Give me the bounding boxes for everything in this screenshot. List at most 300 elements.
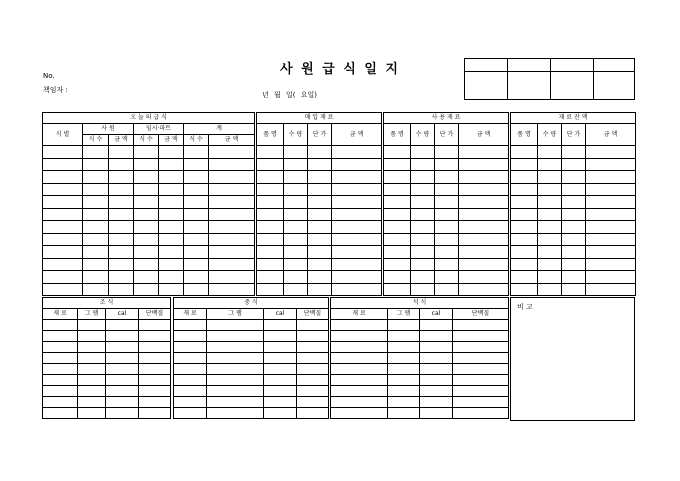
blank-cell[interactable]: [562, 246, 586, 259]
blank-cell[interactable]: [174, 375, 207, 386]
blank-cell[interactable]: [308, 258, 332, 271]
blank-cell[interactable]: [43, 408, 78, 419]
blank-cell[interactable]: [109, 221, 134, 234]
blank-cell[interactable]: [562, 158, 586, 171]
blank-cell[interactable]: [331, 386, 388, 397]
blank-cell[interactable]: [83, 221, 109, 234]
blank-cell[interactable]: [139, 364, 171, 375]
blank-cell[interactable]: [209, 246, 255, 259]
blank-cell[interactable]: [257, 183, 284, 196]
blank-cell[interactable]: [384, 258, 411, 271]
blank-cell[interactable]: [109, 183, 134, 196]
blank-cell[interactable]: [43, 320, 78, 331]
blank-cell[interactable]: [109, 246, 134, 259]
blank-cell[interactable]: [308, 171, 332, 184]
blank-cell[interactable]: [297, 331, 329, 342]
blank-cell[interactable]: [562, 208, 586, 221]
blank-cell[interactable]: [297, 364, 329, 375]
blank-cell[interactable]: [586, 233, 636, 246]
blank-cell[interactable]: [459, 208, 509, 221]
blank-cell[interactable]: [453, 364, 509, 375]
blank-cell[interactable]: [586, 221, 636, 234]
blank-cell[interactable]: [174, 408, 207, 419]
blank-cell[interactable]: [331, 320, 388, 331]
blank-cell[interactable]: [43, 196, 83, 209]
blank-cell[interactable]: [174, 364, 207, 375]
blank-cell[interactable]: [388, 408, 420, 419]
blank-cell[interactable]: [184, 271, 209, 284]
blank-cell[interactable]: [264, 375, 297, 386]
blank-cell[interactable]: [453, 342, 509, 353]
blank-cell[interactable]: [134, 171, 159, 184]
blank-cell[interactable]: [139, 353, 171, 364]
blank-cell[interactable]: [43, 208, 83, 221]
blank-cell[interactable]: [257, 196, 284, 209]
blank-cell[interactable]: [332, 171, 382, 184]
blank-cell[interactable]: [264, 353, 297, 364]
blank-cell[interactable]: [139, 408, 171, 419]
blank-cell[interactable]: [308, 233, 332, 246]
blank-cell[interactable]: [388, 375, 420, 386]
blank-cell[interactable]: [78, 320, 106, 331]
blank-cell[interactable]: [411, 283, 435, 296]
blank-cell[interactable]: [332, 208, 382, 221]
blank-cell[interactable]: [511, 271, 538, 284]
blank-cell[interactable]: [284, 183, 308, 196]
blank-cell[interactable]: [139, 375, 171, 386]
blank-cell[interactable]: [586, 171, 636, 184]
blank-cell[interactable]: [83, 208, 109, 221]
blank-cell[interactable]: [264, 320, 297, 331]
blank-cell[interactable]: [139, 386, 171, 397]
blank-cell[interactable]: [331, 408, 388, 419]
blank-cell[interactable]: [264, 342, 297, 353]
blank-cell[interactable]: [511, 221, 538, 234]
blank-cell[interactable]: [459, 158, 509, 171]
blank-cell[interactable]: [106, 331, 139, 342]
blank-cell[interactable]: [134, 146, 159, 159]
blank-cell[interactable]: [209, 146, 255, 159]
blank-cell[interactable]: [209, 196, 255, 209]
blank-cell[interactable]: [209, 171, 255, 184]
blank-cell[interactable]: [331, 397, 388, 408]
blank-cell[interactable]: [411, 271, 435, 284]
blank-cell[interactable]: [411, 233, 435, 246]
blank-cell[interactable]: [184, 246, 209, 259]
blank-cell[interactable]: [538, 196, 562, 209]
blank-cell[interactable]: [562, 146, 586, 159]
blank-cell[interactable]: [411, 183, 435, 196]
blank-cell[interactable]: [297, 397, 329, 408]
blank-cell[interactable]: [83, 196, 109, 209]
blank-cell[interactable]: [453, 408, 509, 419]
blank-cell[interactable]: [384, 283, 411, 296]
blank-cell[interactable]: [453, 397, 509, 408]
blank-cell[interactable]: [435, 258, 459, 271]
blank-cell[interactable]: [538, 246, 562, 259]
blank-cell[interactable]: [209, 283, 255, 296]
blank-cell[interactable]: [562, 258, 586, 271]
blank-cell[interactable]: [284, 208, 308, 221]
blank-cell[interactable]: [384, 221, 411, 234]
blank-cell[interactable]: [207, 408, 264, 419]
blank-cell[interactable]: [43, 364, 78, 375]
blank-cell[interactable]: [257, 171, 284, 184]
blank-cell[interactable]: [586, 208, 636, 221]
blank-cell[interactable]: [388, 353, 420, 364]
blank-cell[interactable]: [384, 146, 411, 159]
blank-cell[interactable]: [43, 271, 83, 284]
blank-cell[interactable]: [134, 246, 159, 259]
blank-cell[interactable]: [159, 258, 184, 271]
blank-cell[interactable]: [174, 342, 207, 353]
blank-cell[interactable]: [43, 283, 83, 296]
blank-cell[interactable]: [184, 283, 209, 296]
blank-cell[interactable]: [459, 183, 509, 196]
blank-cell[interactable]: [435, 208, 459, 221]
blank-cell[interactable]: [139, 320, 171, 331]
blank-cell[interactable]: [159, 283, 184, 296]
blank-cell[interactable]: [109, 233, 134, 246]
blank-cell[interactable]: [332, 146, 382, 159]
blank-cell[interactable]: [106, 342, 139, 353]
blank-cell[interactable]: [78, 364, 106, 375]
blank-cell[interactable]: [511, 196, 538, 209]
blank-cell[interactable]: [83, 183, 109, 196]
blank-cell[interactable]: [511, 283, 538, 296]
blank-cell[interactable]: [264, 386, 297, 397]
blank-cell[interactable]: [297, 342, 329, 353]
blank-cell[interactable]: [511, 233, 538, 246]
blank-cell[interactable]: [332, 271, 382, 284]
blank-cell[interactable]: [159, 196, 184, 209]
blank-cell[interactable]: [209, 221, 255, 234]
blank-cell[interactable]: [209, 183, 255, 196]
blank-cell[interactable]: [586, 146, 636, 159]
blank-cell[interactable]: [174, 320, 207, 331]
blank-cell[interactable]: [264, 397, 297, 408]
blank-cell[interactable]: [435, 233, 459, 246]
blank-cell[interactable]: [106, 364, 139, 375]
blank-cell[interactable]: [331, 342, 388, 353]
blank-cell[interactable]: [562, 221, 586, 234]
blank-cell[interactable]: [538, 158, 562, 171]
blank-cell[interactable]: [586, 158, 636, 171]
blank-cell[interactable]: [435, 246, 459, 259]
blank-cell[interactable]: [257, 221, 284, 234]
blank-cell[interactable]: [139, 342, 171, 353]
blank-cell[interactable]: [332, 258, 382, 271]
blank-cell[interactable]: [184, 208, 209, 221]
blank-cell[interactable]: [332, 283, 382, 296]
blank-cell[interactable]: [134, 233, 159, 246]
blank-cell[interactable]: [43, 221, 83, 234]
blank-cell[interactable]: [297, 375, 329, 386]
blank-cell[interactable]: [159, 271, 184, 284]
blank-cell[interactable]: [284, 221, 308, 234]
blank-cell[interactable]: [109, 283, 134, 296]
blank-cell[interactable]: [109, 271, 134, 284]
blank-cell[interactable]: [159, 233, 184, 246]
blank-cell[interactable]: [83, 258, 109, 271]
blank-cell[interactable]: [284, 283, 308, 296]
blank-cell[interactable]: [384, 208, 411, 221]
blank-cell[interactable]: [435, 183, 459, 196]
blank-cell[interactable]: [43, 353, 78, 364]
blank-cell[interactable]: [43, 171, 83, 184]
blank-cell[interactable]: [83, 233, 109, 246]
blank-cell[interactable]: [78, 375, 106, 386]
blank-cell[interactable]: [308, 271, 332, 284]
blank-cell[interactable]: [284, 258, 308, 271]
blank-cell[interactable]: [83, 246, 109, 259]
blank-cell[interactable]: [384, 158, 411, 171]
blank-cell[interactable]: [435, 171, 459, 184]
blank-cell[interactable]: [83, 271, 109, 284]
blank-cell[interactable]: [83, 158, 109, 171]
blank-cell[interactable]: [420, 397, 453, 408]
blank-cell[interactable]: [159, 246, 184, 259]
blank-cell[interactable]: [106, 375, 139, 386]
blank-cell[interactable]: [331, 375, 388, 386]
blank-cell[interactable]: [109, 208, 134, 221]
blank-cell[interactable]: [78, 331, 106, 342]
blank-cell[interactable]: [435, 283, 459, 296]
blank-cell[interactable]: [308, 196, 332, 209]
blank-cell[interactable]: [459, 283, 509, 296]
blank-cell[interactable]: [83, 146, 109, 159]
blank-cell[interactable]: [209, 258, 255, 271]
blank-cell[interactable]: [538, 208, 562, 221]
blank-cell[interactable]: [207, 342, 264, 353]
blank-cell[interactable]: [332, 183, 382, 196]
blank-cell[interactable]: [139, 397, 171, 408]
blank-cell[interactable]: [511, 246, 538, 259]
blank-cell[interactable]: [297, 408, 329, 419]
blank-cell[interactable]: [284, 271, 308, 284]
blank-cell[interactable]: [411, 171, 435, 184]
blank-cell[interactable]: [43, 386, 78, 397]
blank-cell[interactable]: [78, 386, 106, 397]
blank-cell[interactable]: [284, 171, 308, 184]
blank-cell[interactable]: [184, 171, 209, 184]
blank-cell[interactable]: [459, 246, 509, 259]
blank-cell[interactable]: [538, 146, 562, 159]
blank-cell[interactable]: [562, 183, 586, 196]
blank-cell[interactable]: [308, 183, 332, 196]
blank-cell[interactable]: [78, 397, 106, 408]
blank-cell[interactable]: [207, 364, 264, 375]
blank-cell[interactable]: [174, 386, 207, 397]
blank-cell[interactable]: [331, 353, 388, 364]
blank-cell[interactable]: [332, 196, 382, 209]
blank-cell[interactable]: [134, 258, 159, 271]
blank-cell[interactable]: [184, 158, 209, 171]
blank-cell[interactable]: [134, 208, 159, 221]
blank-cell[interactable]: [459, 271, 509, 284]
blank-cell[interactable]: [106, 397, 139, 408]
blank-cell[interactable]: [134, 196, 159, 209]
blank-cell[interactable]: [209, 233, 255, 246]
blank-cell[interactable]: [207, 331, 264, 342]
blank-cell[interactable]: [257, 283, 284, 296]
blank-cell[interactable]: [109, 146, 134, 159]
blank-cell[interactable]: [388, 386, 420, 397]
blank-cell[interactable]: [209, 208, 255, 221]
blank-cell[interactable]: [43, 397, 78, 408]
blank-cell[interactable]: [511, 208, 538, 221]
blank-cell[interactable]: [562, 196, 586, 209]
blank-cell[interactable]: [106, 386, 139, 397]
blank-cell[interactable]: [109, 196, 134, 209]
blank-cell[interactable]: [511, 146, 538, 159]
blank-cell[interactable]: [586, 196, 636, 209]
blank-cell[interactable]: [284, 246, 308, 259]
blank-cell[interactable]: [109, 258, 134, 271]
blank-cell[interactable]: [43, 258, 83, 271]
blank-cell[interactable]: [453, 331, 509, 342]
blank-cell[interactable]: [257, 233, 284, 246]
blank-cell[interactable]: [586, 258, 636, 271]
blank-cell[interactable]: [106, 408, 139, 419]
blank-cell[interactable]: [257, 258, 284, 271]
blank-cell[interactable]: [297, 386, 329, 397]
blank-cell[interactable]: [134, 183, 159, 196]
blank-cell[interactable]: [332, 221, 382, 234]
blank-cell[interactable]: [586, 183, 636, 196]
blank-cell[interactable]: [159, 221, 184, 234]
blank-cell[interactable]: [511, 158, 538, 171]
blank-cell[interactable]: [331, 331, 388, 342]
blank-cell[interactable]: [43, 342, 78, 353]
blank-cell[interactable]: [264, 331, 297, 342]
blank-cell[interactable]: [420, 364, 453, 375]
blank-cell[interactable]: [207, 397, 264, 408]
blank-cell[interactable]: [257, 158, 284, 171]
blank-cell[interactable]: [538, 183, 562, 196]
blank-cell[interactable]: [538, 221, 562, 234]
blank-cell[interactable]: [459, 146, 509, 159]
blank-cell[interactable]: [134, 271, 159, 284]
blank-cell[interactable]: [384, 233, 411, 246]
blank-cell[interactable]: [78, 408, 106, 419]
blank-cell[interactable]: [308, 246, 332, 259]
blank-cell[interactable]: [174, 397, 207, 408]
blank-cell[interactable]: [332, 233, 382, 246]
blank-cell[interactable]: [257, 208, 284, 221]
blank-cell[interactable]: [388, 364, 420, 375]
blank-cell[interactable]: [384, 171, 411, 184]
blank-cell[interactable]: [308, 146, 332, 159]
blank-cell[interactable]: [562, 171, 586, 184]
blank-cell[interactable]: [43, 158, 83, 171]
blank-cell[interactable]: [264, 364, 297, 375]
blank-cell[interactable]: [43, 146, 83, 159]
blank-cell[interactable]: [420, 331, 453, 342]
blank-cell[interactable]: [384, 271, 411, 284]
blank-cell[interactable]: [459, 221, 509, 234]
blank-cell[interactable]: [435, 271, 459, 284]
blank-cell[interactable]: [435, 196, 459, 209]
blank-cell[interactable]: [420, 375, 453, 386]
blank-cell[interactable]: [109, 171, 134, 184]
blank-cell[interactable]: [586, 246, 636, 259]
blank-cell[interactable]: [384, 246, 411, 259]
blank-cell[interactable]: [411, 196, 435, 209]
blank-cell[interactable]: [453, 320, 509, 331]
blank-cell[interactable]: [308, 208, 332, 221]
blank-cell[interactable]: [453, 353, 509, 364]
blank-cell[interactable]: [78, 353, 106, 364]
blank-cell[interactable]: [308, 158, 332, 171]
blank-cell[interactable]: [184, 258, 209, 271]
blank-cell[interactable]: [209, 271, 255, 284]
blank-cell[interactable]: [184, 196, 209, 209]
blank-cell[interactable]: [134, 221, 159, 234]
blank-cell[interactable]: [184, 233, 209, 246]
blank-cell[interactable]: [159, 158, 184, 171]
blank-cell[interactable]: [420, 386, 453, 397]
blank-cell[interactable]: [538, 171, 562, 184]
blank-cell[interactable]: [388, 331, 420, 342]
blank-cell[interactable]: [332, 246, 382, 259]
blank-cell[interactable]: [174, 331, 207, 342]
blank-cell[interactable]: [388, 342, 420, 353]
blank-cell[interactable]: [453, 375, 509, 386]
blank-cell[interactable]: [83, 283, 109, 296]
blank-cell[interactable]: [43, 375, 78, 386]
blank-cell[interactable]: [562, 271, 586, 284]
blank-cell[interactable]: [43, 183, 83, 196]
blank-cell[interactable]: [586, 283, 636, 296]
blank-cell[interactable]: [134, 283, 159, 296]
blank-cell[interactable]: [264, 408, 297, 419]
blank-cell[interactable]: [284, 158, 308, 171]
blank-cell[interactable]: [284, 233, 308, 246]
blank-cell[interactable]: [459, 258, 509, 271]
blank-cell[interactable]: [511, 183, 538, 196]
blank-cell[interactable]: [420, 342, 453, 353]
blank-cell[interactable]: [388, 397, 420, 408]
blank-cell[interactable]: [174, 353, 207, 364]
blank-cell[interactable]: [139, 331, 171, 342]
blank-cell[interactable]: [538, 271, 562, 284]
blank-cell[interactable]: [388, 320, 420, 331]
blank-cell[interactable]: [106, 320, 139, 331]
blank-cell[interactable]: [207, 386, 264, 397]
blank-cell[interactable]: [453, 386, 509, 397]
blank-cell[interactable]: [562, 283, 586, 296]
blank-cell[interactable]: [459, 171, 509, 184]
blank-cell[interactable]: [297, 320, 329, 331]
blank-cell[interactable]: [586, 271, 636, 284]
blank-cell[interactable]: [411, 146, 435, 159]
blank-cell[interactable]: [538, 283, 562, 296]
blank-cell[interactable]: [184, 183, 209, 196]
blank-cell[interactable]: [384, 183, 411, 196]
blank-cell[interactable]: [411, 158, 435, 171]
blank-cell[interactable]: [562, 233, 586, 246]
blank-cell[interactable]: [511, 171, 538, 184]
blank-cell[interactable]: [159, 183, 184, 196]
blank-cell[interactable]: [435, 146, 459, 159]
blank-cell[interactable]: [257, 146, 284, 159]
blank-cell[interactable]: [420, 320, 453, 331]
blank-cell[interactable]: [184, 221, 209, 234]
blank-cell[interactable]: [435, 221, 459, 234]
blank-cell[interactable]: [411, 208, 435, 221]
blank-cell[interactable]: [411, 246, 435, 259]
